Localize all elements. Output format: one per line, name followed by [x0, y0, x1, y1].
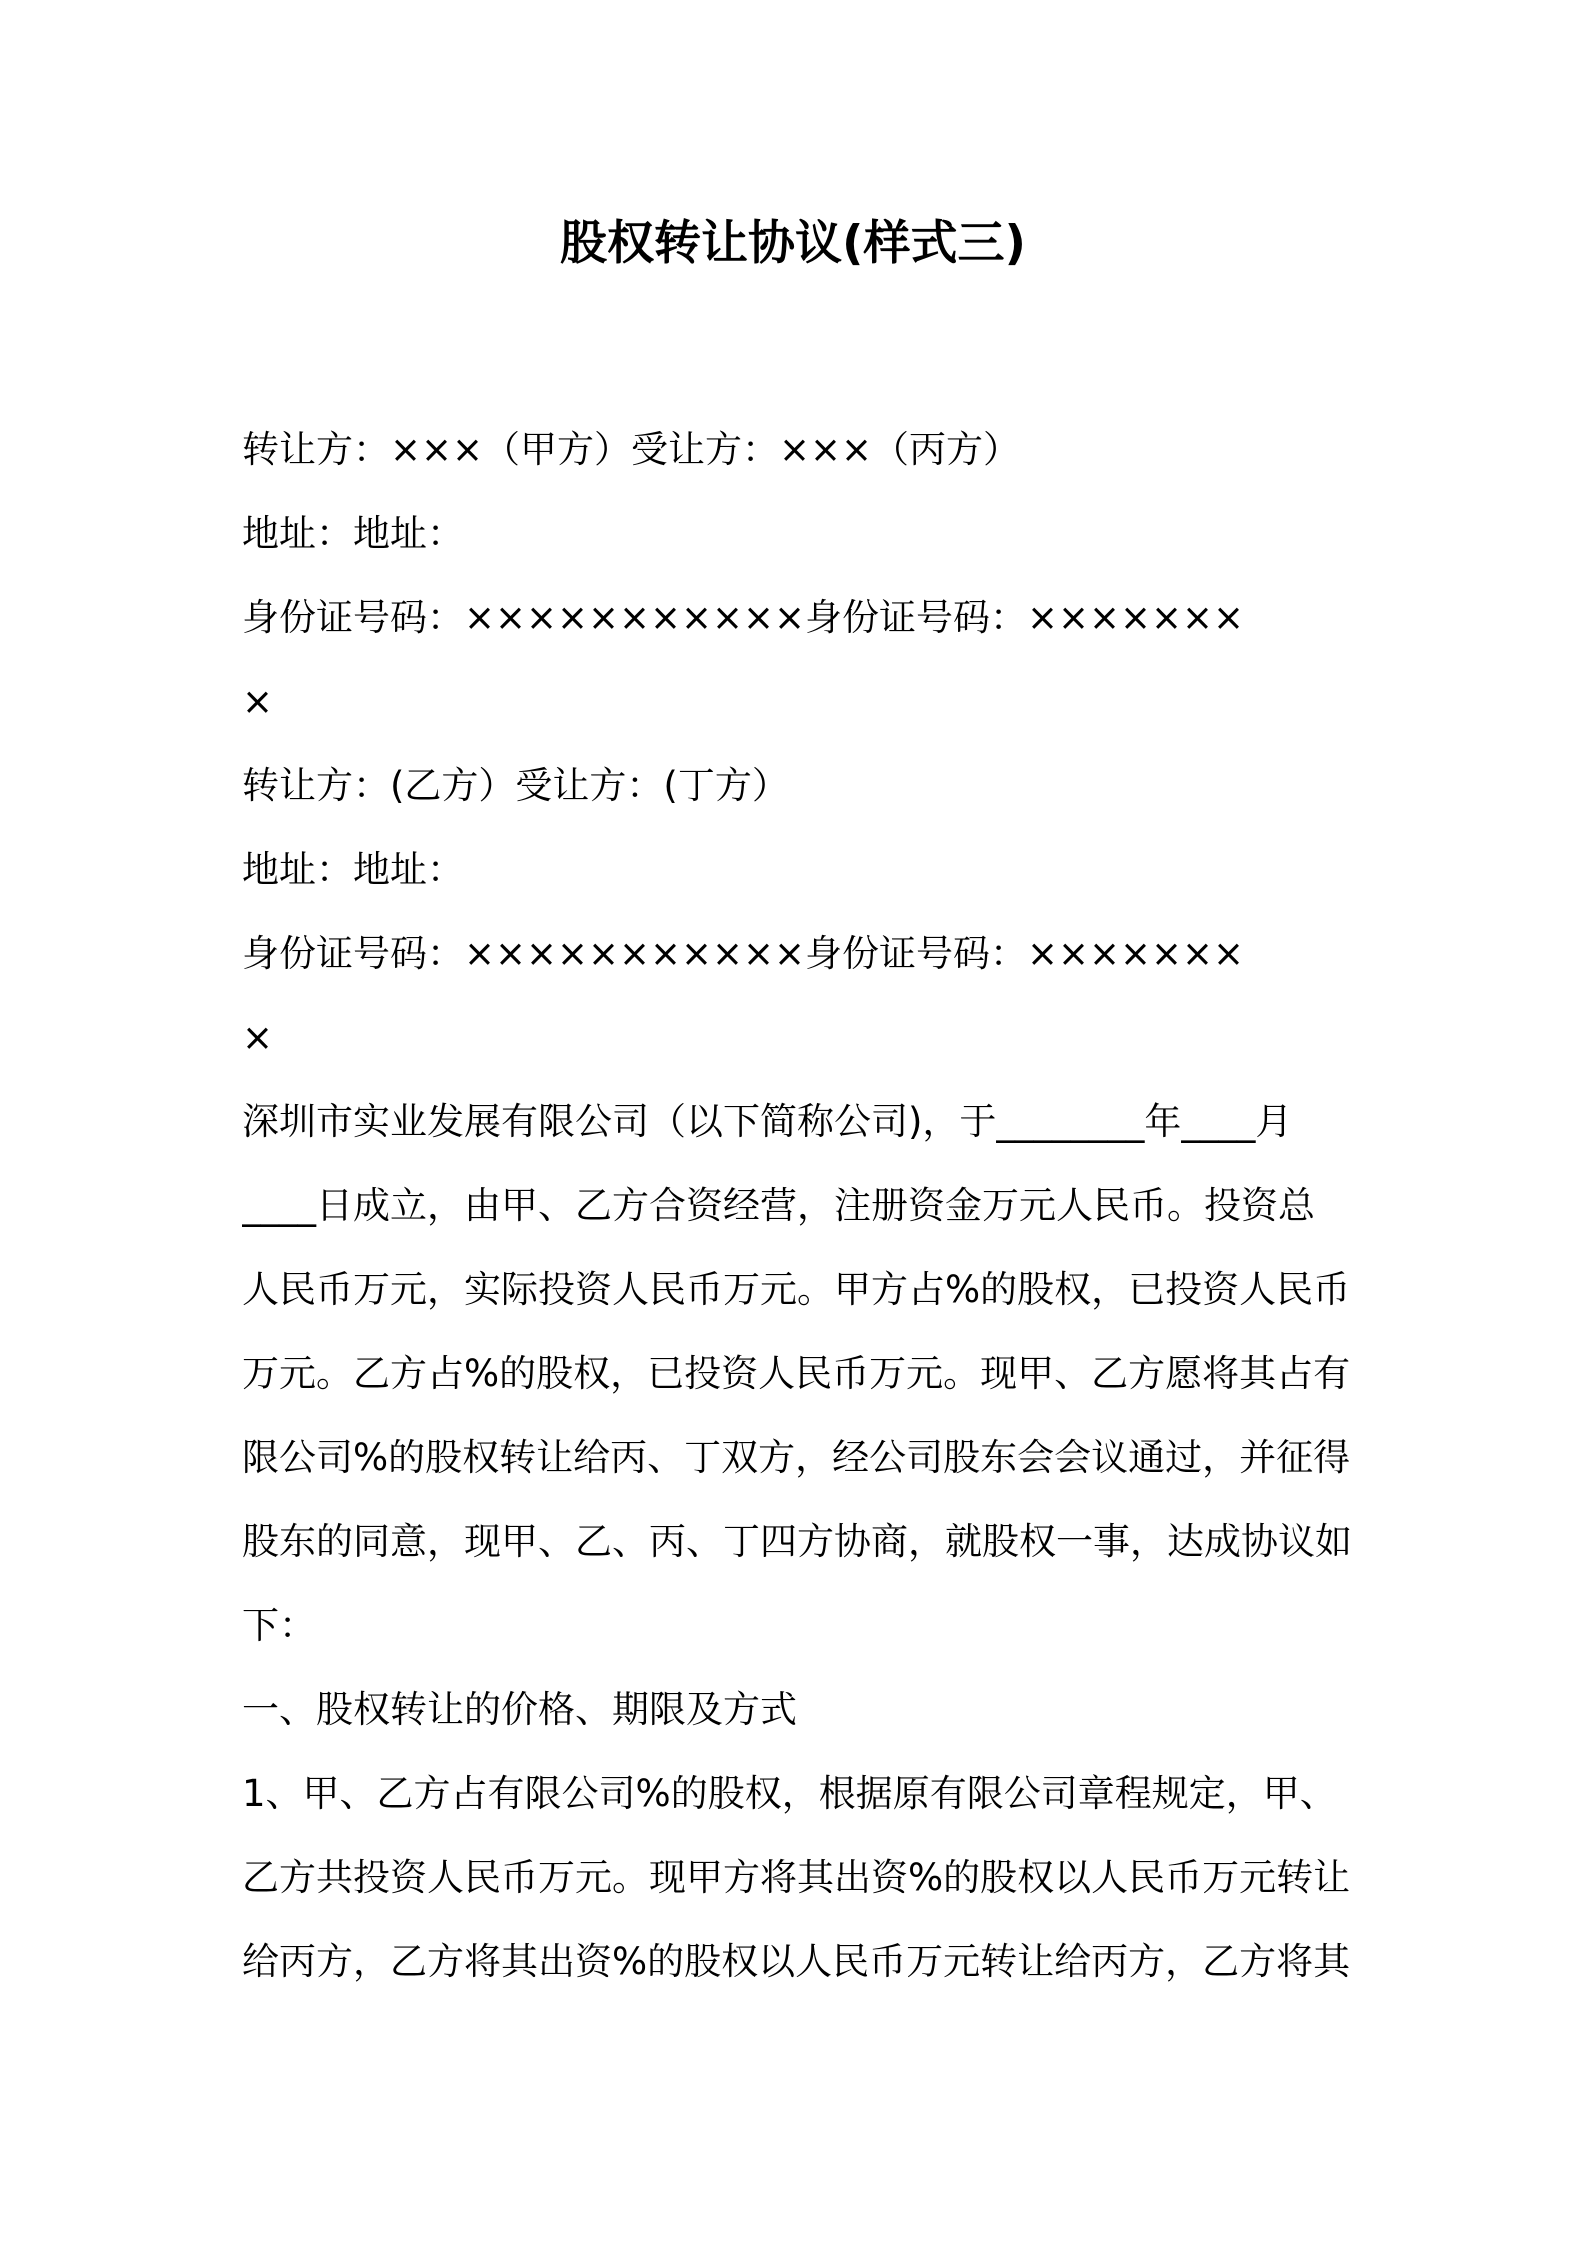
party-b-d-line: 转让方：(乙方）受让方：(丁方）: [242, 764, 789, 807]
paragraph-line: 股东的同意，现甲、乙、丙、丁四方协商，就股权一事，达成协议如: [242, 1520, 1352, 1563]
section-heading: 一、股权转让的价格、期限及方式: [242, 1688, 797, 1731]
address-line-2: 地址：地址：: [242, 848, 464, 891]
clause-line: 1、甲、乙方占有限公司%的股权，根据原有限公司章程规定，甲、: [242, 1772, 1337, 1815]
paragraph-line: ____日成立，由甲、乙方合资经营，注册资金万元人民币。投资总: [242, 1184, 1315, 1227]
id-number-line-2: 身份证号码：×××××××××××身份证号码：×××××××: [242, 932, 1245, 975]
paragraph-line: 深圳市实业发展有限公司（以下简称公司)，于________年____月: [242, 1100, 1293, 1143]
id-number-line-2-wrap: ×: [242, 1016, 274, 1059]
document-title: 股权转让协议(样式三): [560, 216, 1026, 271]
document-body: [242, 408, 1358, 2004]
paragraph-line: 人民币万元，实际投资人民币万元。甲方占%的股权，已投资人民币: [242, 1268, 1351, 1311]
id-number-line-1: 身份证号码：×××××××××××身份证号码：×××××××: [242, 596, 1245, 639]
clause-line: 给丙方，乙方将其出资%的股权以人民币万元转让给丙方，乙方将其: [242, 1940, 1351, 1983]
paragraph-line: 限公司%的股权转让给丙、丁双方，经公司股东会会议通过，并征得: [242, 1436, 1351, 1479]
id-number-line-1-wrap: ×: [242, 680, 274, 723]
clause-line: 乙方共投资人民币万元。现甲方将其出资%的股权以人民币万元转让: [242, 1856, 1351, 1899]
paragraph-line: 万元。乙方占%的股权，已投资人民币万元。现甲、乙方愿将其占有: [242, 1352, 1351, 1395]
address-line-1: 地址：地址：: [242, 512, 464, 555]
paragraph-line: 下：: [242, 1604, 316, 1647]
party-a-c-line: 转让方：×××（甲方）受让方：×××（丙方）: [242, 428, 1021, 471]
